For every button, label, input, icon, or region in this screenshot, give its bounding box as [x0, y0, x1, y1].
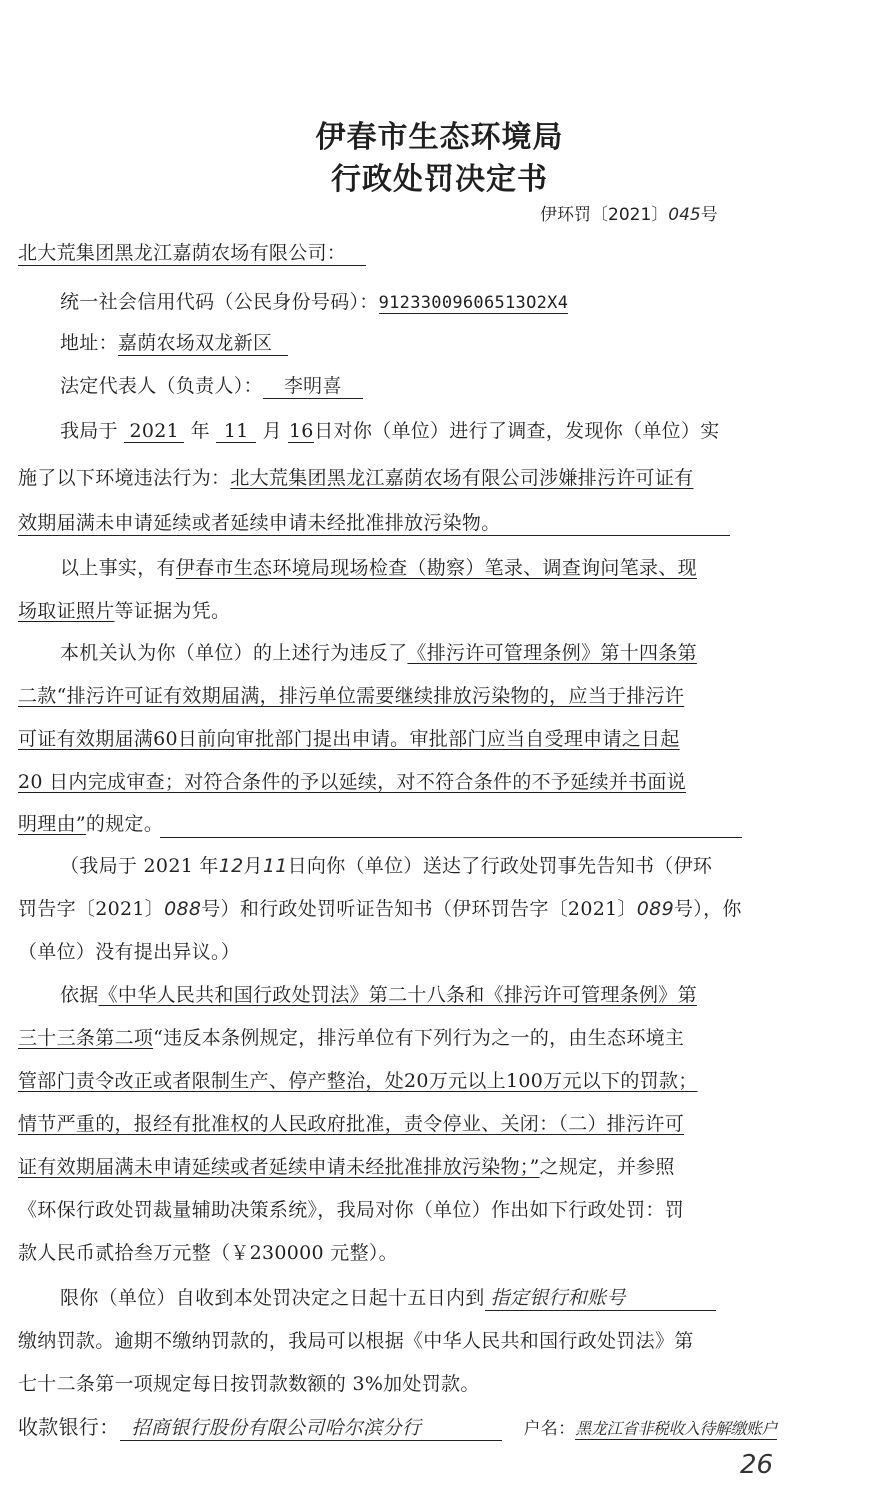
inv-text-a: 我局于: [60, 420, 118, 442]
basis-line4: [18, 1109, 684, 1136]
basis-line7: [18, 1238, 398, 1265]
violation-line1: [60, 638, 697, 665]
doc-number-handwritten: 045: [668, 205, 701, 225]
violation-text-b: 《排污许可管理条例》第十四条第: [407, 642, 697, 664]
violation-line3: [18, 724, 680, 751]
notice-text-f: 号），你: [673, 898, 742, 920]
inv-text-b: 年: [190, 420, 210, 442]
investigation-line3: [18, 508, 730, 536]
inv-text-d: 日对你（单位）进行了调查，发现你（单位）实: [314, 420, 720, 442]
account-name-label: 户名：: [523, 1419, 576, 1439]
violation-text-e: 20 日内完成审查；对符合条件的予以延续，对不符合条件的不予延续并书面说: [18, 771, 687, 793]
legal-rep-line: [60, 371, 363, 399]
evidence-line2: [18, 596, 230, 623]
addressee: [18, 238, 366, 266]
basis-line6: [18, 1195, 684, 1222]
investigation-line2: [18, 463, 694, 490]
basis-text-f: 情节严重的，报经有批准权的人民政府批准，责令停业、关闭：（二）排污许可: [18, 1113, 685, 1135]
page-number: 26: [740, 1450, 774, 1480]
addressee-text: 北大荒集团黑龙江嘉荫农场有限公司：: [18, 238, 366, 266]
payment-line3: [18, 1369, 480, 1396]
basis-text-b: 《中华人民共和国行政处罚法》第二十八条和《排污许可管理条例》第: [98, 984, 697, 1006]
basis-text-j: 款人民币贰拾叁万元整（￥230000 元整）。: [18, 1242, 398, 1264]
legal-rep-value: 李明喜: [263, 371, 363, 399]
evidence-text-b: 伊春市生态环境局现场检查（勘察）笔录、调查询问笔录、现: [175, 557, 697, 579]
inv-month: 11: [216, 420, 256, 443]
payment-text-a: 限你（单位）自收到本处罚决定之日起十五日内到: [60, 1287, 485, 1309]
credit-code-label: 统一社会信用代码（公民身份号码）：: [60, 291, 379, 313]
inv-text-c: 月: [262, 420, 282, 442]
notice-text-a: （我局于 2021 年: [60, 855, 219, 877]
doc-number: [540, 200, 718, 225]
notice-text-d: 罚告字〔2021〕: [18, 898, 165, 920]
credit-code-line: [60, 287, 568, 314]
payment-line1: [60, 1283, 716, 1311]
inv-violation-text: 效期届满未申请延续或者延续申请未经批准排放污染物。: [18, 508, 730, 536]
bank-line: [18, 1411, 777, 1441]
inv-text-e: 施了以下环境违法行为：: [18, 467, 231, 489]
violation-text-a: 本机关认为你（单位）的上述行为违反了: [60, 642, 408, 664]
notice-day-hand: 11: [262, 855, 288, 877]
violation-text-c: 二款“排污许可证有效期届满，排污单位需要继续排放污染物的，应当于排污许: [18, 685, 685, 707]
basis-line2: [18, 1023, 684, 1050]
investigation-line1: [60, 416, 720, 443]
basis-text-e: 管部门责令改正或者限制生产、停产整治，处20万元以上100万元以下的罚款；: [18, 1070, 698, 1092]
basis-line1: [60, 980, 697, 1007]
evidence-text-d: 等证据为凭。: [114, 600, 231, 622]
violation-text-g: 的规定。: [85, 813, 164, 835]
doc-number-suffix: 号: [700, 205, 718, 225]
legal-rep-label: 法定代表人（负责人）：: [60, 375, 263, 397]
basis-text-d: “违反本条例规定，排污单位有下列行为之一的，由生态环境主: [153, 1027, 685, 1049]
notice-month-hand: 12: [218, 855, 244, 877]
doc-title-line2: 行政处罚决定书: [331, 162, 548, 197]
basis-text-g: 证有效期届满未申请延续或者延续申请未经批准排放污染物；”: [18, 1156, 540, 1178]
violation-line5: [18, 809, 163, 836]
bank-label: 收款银行：: [18, 1415, 120, 1439]
notice-number1-hand: 088: [164, 898, 202, 920]
payment-text-b: 缴纳罚款。逾期不缴纳罚款的，我局可以根据《中华人民共和国行政处罚法》第: [18, 1330, 694, 1352]
violation-line2: [18, 681, 684, 708]
evidence-line1: [60, 553, 697, 580]
bank-name-hand: 招商银行股份有限公司哈尔滨分行: [120, 1413, 502, 1441]
notice-text-e: 号）和行政处罚听证告知书（伊环罚告字〔2021〕: [201, 898, 637, 920]
address-value: 嘉荫农场双龙新区: [118, 328, 288, 356]
notice-number2-hand: 089: [636, 898, 674, 920]
violation-text-d: 可证有效期届满60日前向审批部门提出申请。审批部门应当自受理申请之日起: [18, 728, 680, 750]
address-line: [60, 328, 288, 356]
inv-day: 16: [288, 420, 314, 442]
basis-text-a: 依据: [60, 984, 99, 1006]
violation-text-f: 明理由”: [18, 813, 86, 835]
doc-title-line1: 伊春市生态环境局: [315, 120, 564, 155]
basis-text-h: 之规定，并参照: [539, 1156, 675, 1178]
payment-text-c: 七十二条第一项规定每日按罚款数额的 3%加处罚款。: [18, 1373, 480, 1395]
basis-text-i: 《环保行政处罚裁量辅助决策系统》，我局对你（单位）作出如下行政处罚：罚: [18, 1199, 685, 1221]
violation-line4: [18, 767, 686, 794]
basis-line5: [18, 1152, 675, 1179]
payment-line2: [18, 1326, 694, 1353]
doc-number-prefix: 伊环罚〔2021〕: [540, 205, 669, 225]
notice-text-b: 月: [243, 855, 263, 877]
violation-underline: [160, 837, 742, 838]
basis-line3: [18, 1066, 698, 1093]
notice-text-g: （单位）没有提出异议。）: [18, 941, 241, 963]
credit-code-value: 91233009606513O2X4: [378, 293, 569, 313]
notice-line1: [60, 851, 712, 878]
evidence-text-a: 以上事实，有: [60, 557, 176, 579]
payment-designated-hand: 指定银行和账号: [485, 1283, 716, 1311]
inv-violator: 北大荒集团黑龙江嘉荫农场有限公司涉嫌排污许可证有: [230, 467, 694, 489]
notice-text-c: 日向你（单位）送达了行政处罚事先告知书（伊环: [287, 855, 713, 877]
notice-line2: [18, 894, 742, 921]
notice-line3: [18, 937, 240, 964]
basis-text-c: 三十三条第二项: [18, 1027, 154, 1049]
address-label: 地址：: [60, 332, 118, 354]
evidence-text-c: 场取证照片: [18, 600, 115, 622]
account-name-hand: 黑龙江省非税收入待解缴账户: [575, 1416, 777, 1440]
inv-year: 2021: [124, 420, 184, 443]
